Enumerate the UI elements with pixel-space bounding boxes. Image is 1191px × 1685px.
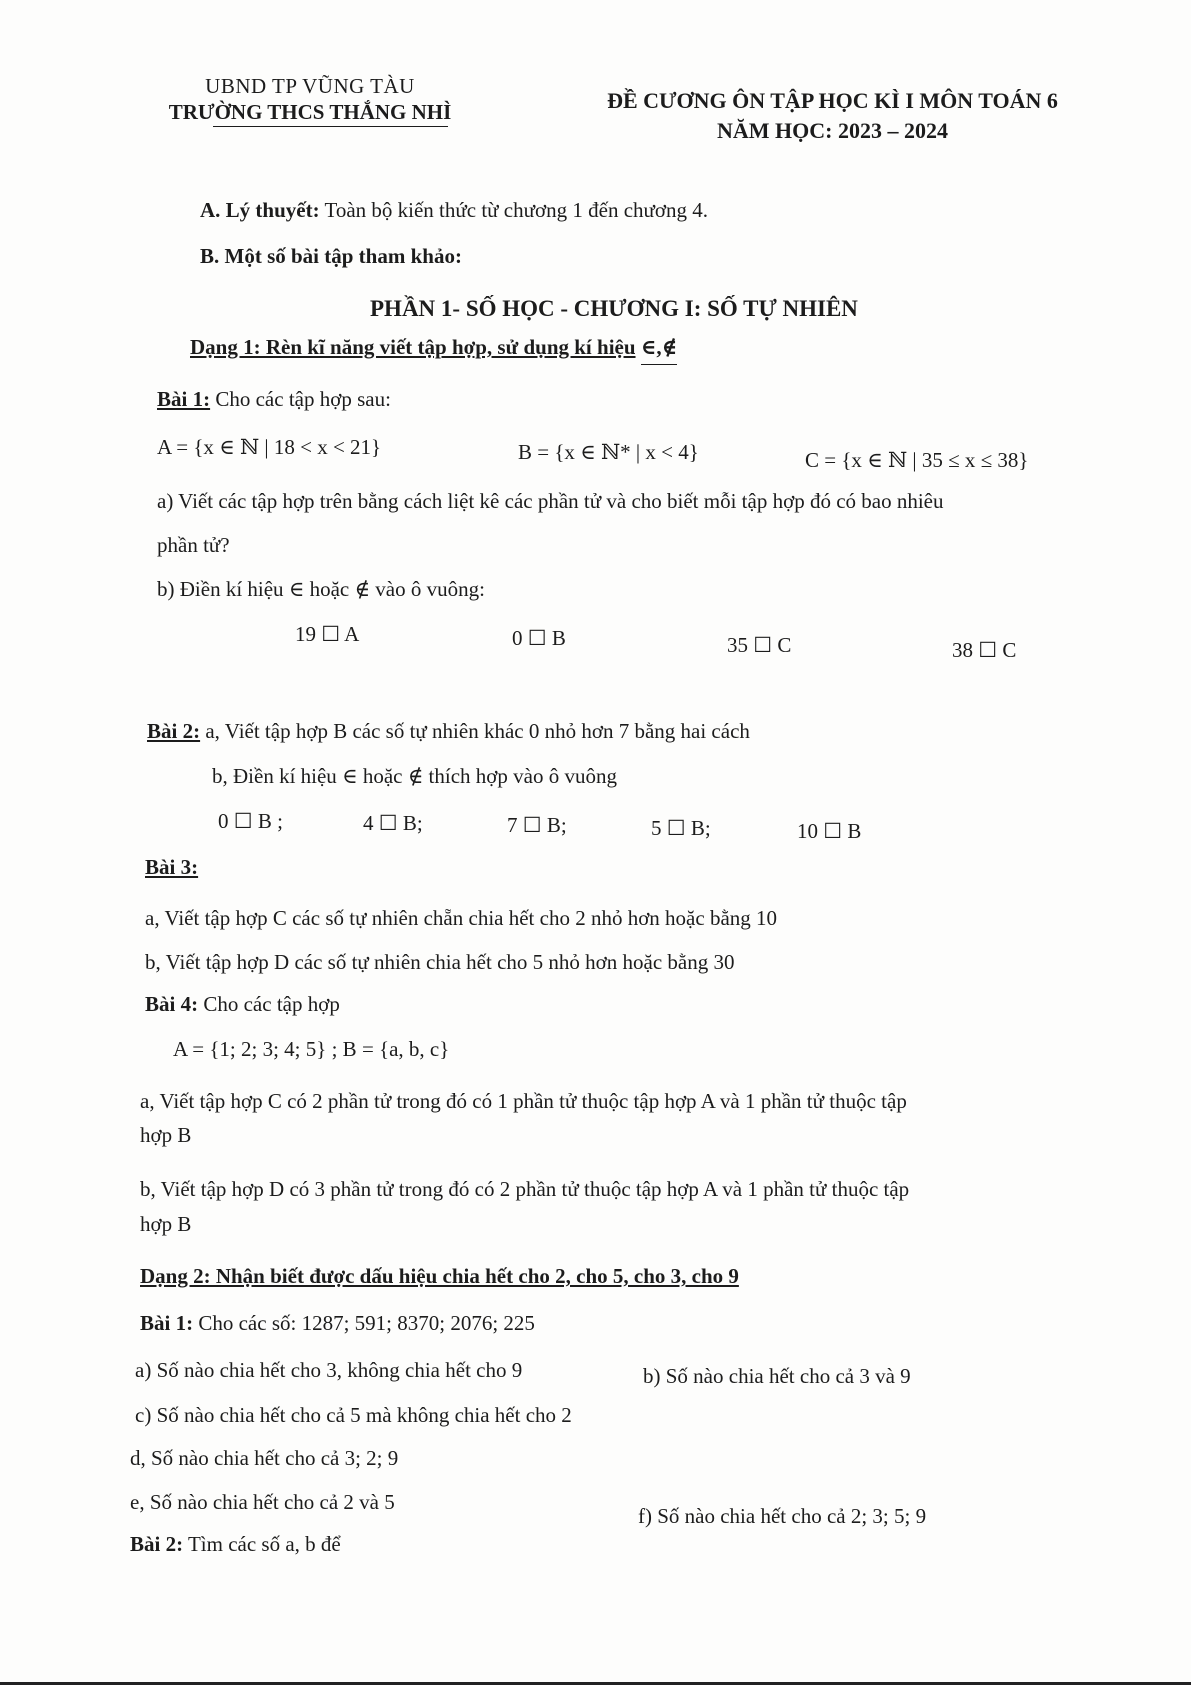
dang2-bai1-a: a) Số nào chia hết cho 3, không chia hết cho 9 — [135, 1358, 523, 1382]
bai1-intro-line — [157, 389, 391, 410]
bai4-sets: A = {1; 2; 3; 4; 5} ; B = {a, b, c} — [173, 1037, 450, 1061]
bai2-box-2: 4 ☐ B; — [363, 811, 423, 835]
intro-a — [200, 200, 708, 221]
dang2-bai2-line — [130, 1534, 341, 1555]
school-name: TRƯỜNG THCS THẮNG NHÌ — [168, 100, 452, 124]
dang2-bai2-intro: Tìm các số a, b để — [187, 1532, 341, 1556]
bai2-box-4: 5 ☐ B; — [651, 816, 711, 840]
dang1-symbols: ∈,∉ — [640, 335, 678, 359]
bai1-label: Bài 1: — [157, 387, 211, 411]
bai4-label: Bài 4: — [145, 992, 199, 1016]
intro-b: B. Một số bài tập tham khảo: — [200, 244, 462, 268]
bai3-b: b, Viết tập hợp D các số tự nhiên chia hết cho 5 nhỏ hơn hoặc bằng 30 — [145, 950, 735, 974]
bai1-box-2: 0 ☐ B — [512, 626, 566, 650]
bai1-a-line2: phần tử? — [157, 533, 230, 557]
dang2-bai1-c: c) Số nào chia hết cho cả 5 mà không chia hết cho 2 — [135, 1403, 572, 1427]
bai2-label: Bài 2: — [147, 719, 201, 743]
intro-a-label: A. Lý thuyết: — [200, 198, 320, 222]
dang2-bai1-f: f) Số nào chia hết cho cả 2; 3; 5; 9 — [638, 1504, 927, 1528]
bai2-box-5: 10 ☐ B — [797, 819, 862, 843]
part1-title: PHẦN 1- SỐ HỌC - CHƯƠNG I: SỐ TỰ NHIÊN — [370, 296, 858, 321]
bai2-a: a, Viết tập hợp B các số tự nhiên khác 0 nhỏ hơn 7 bằng hai cách — [205, 719, 750, 743]
bai1-intro: Cho các tập hợp sau: — [215, 387, 391, 411]
dang2-bai1-intro-line — [140, 1313, 535, 1334]
bai2-a-line — [147, 721, 750, 742]
dang2-bai1-label: Bài 1: — [140, 1311, 194, 1335]
header-right — [555, 90, 1110, 142]
bai4-a-line1: a, Viết tập hợp C có 2 phần tử trong đó có 1 phần tử thuộc tập hợp A và 1 phần tử thuộc tập — [140, 1089, 907, 1113]
dang2-bai1-b: b) Số nào chia hết cho cả 3 và 9 — [643, 1364, 911, 1388]
dang2-bai1-e: e, Số nào chia hết cho cả 2 và 5 — [130, 1490, 395, 1514]
dang2-bai1-d: d, Số nào chia hết cho cả 3; 2; 9 — [130, 1446, 399, 1470]
bai4-intro-line — [145, 994, 340, 1015]
bai2-b: b, Điền kí hiệu ∈ hoặc ∉ thích hợp vào ô vuông — [212, 764, 617, 788]
bai1-a-line1: a) Viết các tập hợp trên bằng cách liệt kê các phần tử và cho biết mỗi tập hợp đó có bao nhiêu — [157, 489, 944, 513]
document-title: ĐỀ CƯƠNG ÔN TẬP HỌC KÌ I MÔN TOÁN 6 — [607, 88, 1058, 113]
bai4-intro: Cho các tập hợp — [203, 992, 340, 1016]
dang1-title: Dạng 1: Rèn kĩ năng viết tập hợp, sử dụng kí hiệu — [190, 335, 636, 359]
dang1-heading — [190, 337, 677, 358]
school-year: NĂM HỌC: 2023 – 2024 — [717, 118, 948, 143]
school-underline — [213, 126, 448, 127]
bai4-a-line2: hợp B — [140, 1123, 192, 1147]
set-a: A = {x ∈ ℕ | 18 < x < 21} — [157, 435, 382, 459]
bai3-label: Bài 3: — [145, 855, 199, 879]
bai1-b: b) Điền kí hiệu ∈ hoặc ∉ vào ô vuông: — [157, 577, 485, 601]
bai3-a: a, Viết tập hợp C các số tự nhiên chẵn chia hết cho 2 nhỏ hơn hoặc bằng 10 — [145, 906, 778, 930]
dang2-bai1-intro: Cho các số: 1287; 591; 8370; 2076; 225 — [198, 1311, 535, 1335]
bai4-b-line2: hợp B — [140, 1212, 192, 1236]
intro-a-text: Toàn bộ kiến thức từ chương 1 đến chương 4. — [324, 198, 708, 222]
bai1-box-1: 19 ☐ A — [295, 622, 360, 646]
bai1-box-4: 38 ☐ C — [952, 638, 1017, 662]
dang2-bai2-label: Bài 2: — [130, 1532, 184, 1556]
bai2-box-3: 7 ☐ B; — [507, 813, 567, 837]
district-name: UBND TP VŨNG TÀU — [205, 74, 415, 98]
bai4-b-line1: b, Viết tập hợp D có 3 phần tử trong đó có 2 phần tử thuộc tập hợp A và 1 phần tử thuộc tập — [140, 1177, 910, 1201]
bai1-box-3: 35 ☐ C — [727, 633, 792, 657]
set-b: B = {x ∈ ℕ* | x < 4} — [518, 440, 699, 464]
header-left — [120, 76, 500, 123]
bai2-box-1: 0 ☐ B ; — [218, 809, 283, 833]
set-c: C = {x ∈ ℕ | 35 ≤ x ≤ 38} — [805, 448, 1029, 472]
dang2-title: Dạng 2: Nhận biết được dấu hiệu chia hết cho 2, cho 5, cho 3, cho 9 — [140, 1264, 739, 1288]
